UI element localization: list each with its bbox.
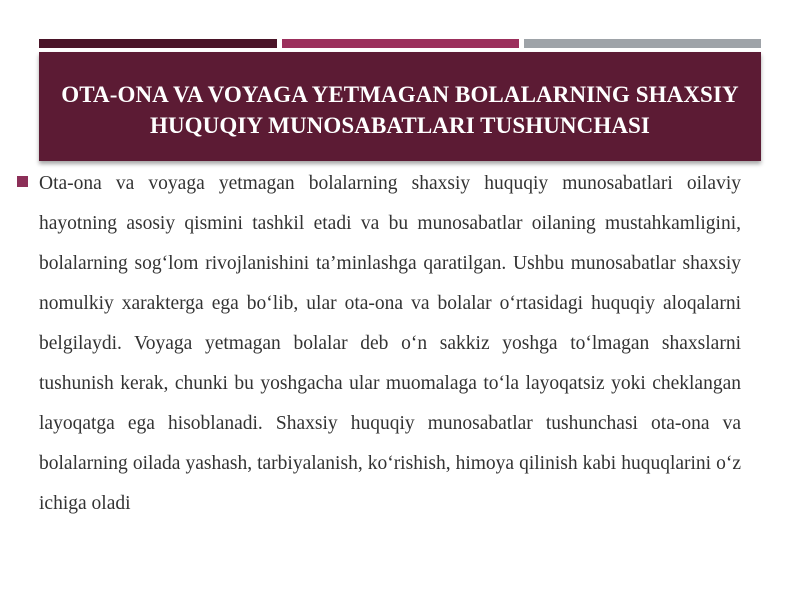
accent-bar-magenta bbox=[282, 39, 519, 48]
slide-title: OTA-ONA VA VOYAGA YETMAGAN BOLALARNING SHAXSIY HUQUQIY MUNOSABATLARI TUSHUNCHASI bbox=[61, 81, 739, 138]
slide-body-text: Ota-ona va voyaga yetmagan bolalarning shaxsiy huquqiy munosabatlari oilaviy hayotning asosiy qismini tashkil etadi va bu munosabatlar oilaning mustahkamligini, bolalarning sog‘lom rivojlanishini ta’minlashga qaratilgan. Ushbu munosabatlar shaxsiy nomulkiy xarakterga ega bo‘lib, ular ota-ona va bolalar o‘rtasidagi huquqiy aloqalarni belgilaydi. Voyaga yetmagan bolalar deb o‘n sakkiz yoshga to‘lmagan shaxslarni tushunish kerak, chunki bu yoshgacha ular muomalaga to‘la layoqatsiz yoki cheklangan layoqatga ega hisoblanadi. Shaxsiy huquqiy munosabatlar tushunchasi ota-ona va bolalarning oilada yashash, tarbiyalanish, ko‘rishish, himoya qilinish kabi huquqlarini o‘z ichiga oladi bbox=[39, 173, 741, 514]
accent-bar-gray bbox=[524, 39, 761, 48]
square-bullet-icon bbox=[17, 176, 28, 187]
slide-title-box bbox=[39, 52, 761, 161]
accent-bar-dark bbox=[39, 39, 277, 48]
